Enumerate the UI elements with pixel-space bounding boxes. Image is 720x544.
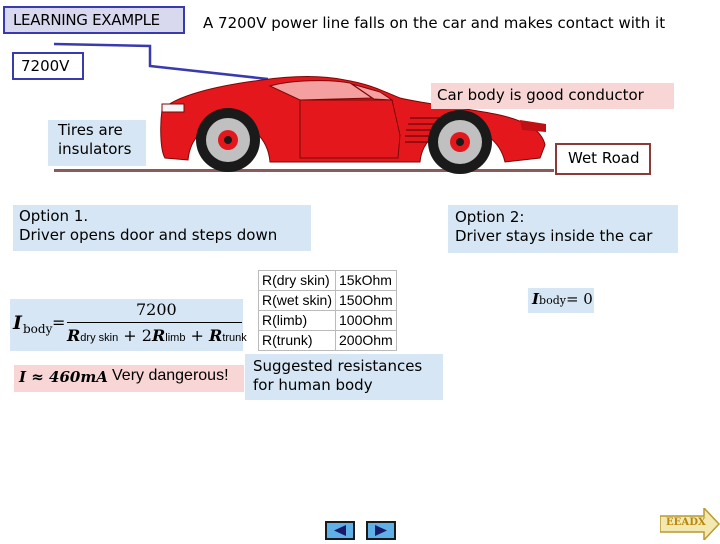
return-label: ЕЕАDX	[666, 517, 706, 528]
option1-result	[14, 365, 244, 392]
tires-insulators-label	[48, 120, 146, 166]
fraction-bar	[67, 322, 242, 323]
resistance-name: R(trunk)	[259, 331, 336, 351]
triangle-right-icon	[368, 523, 394, 538]
r3-symbol: R	[209, 326, 223, 345]
table-row	[259, 311, 397, 331]
resistance-value: 100Ohm	[336, 311, 397, 331]
r2-symbol: R	[151, 326, 166, 345]
car-body-conductor-label: Car body is good conductor	[431, 83, 674, 109]
formula-denominator	[67, 326, 247, 345]
resistance-table	[258, 270, 397, 351]
r1-sub: dry skin	[80, 332, 119, 344]
option2-description: Driver stays inside the car	[455, 227, 653, 245]
option1-formula	[10, 299, 247, 351]
page-title: A 7200V power line falls on the car and makes contact with it	[203, 14, 666, 32]
option2-box	[448, 205, 678, 253]
resistance-value: 200Ohm	[336, 331, 397, 351]
table-row	[259, 331, 397, 351]
resistance-value: 15kOhm	[336, 271, 397, 291]
option1-title: Option 1.	[19, 207, 89, 225]
caption-line1: Suggested resistances	[253, 357, 423, 375]
formula-lhs: I	[13, 312, 22, 334]
formula-numerator: 7200	[136, 300, 177, 319]
return-button[interactable]	[660, 508, 720, 540]
plus1: + 2	[118, 326, 152, 345]
voltage-label: 7200V	[12, 52, 84, 80]
wet-road-label: Wet Road	[555, 143, 651, 175]
option1-box	[13, 205, 311, 251]
r1-symbol: R	[67, 326, 81, 345]
danger-warning: Very dangerous!	[112, 367, 229, 384]
power-wire	[54, 44, 268, 79]
option2-lhs-sub: body	[539, 294, 566, 307]
plus2: +	[185, 326, 210, 345]
resistance-name: R(wet skin)	[259, 291, 336, 311]
option2-formula	[528, 288, 594, 313]
r2-sub: limb	[165, 332, 186, 344]
resistance-value: 150Ohm	[336, 291, 397, 311]
caption-line2: for human body	[253, 376, 373, 394]
table-row	[259, 291, 397, 311]
next-slide-button[interactable]	[366, 521, 396, 540]
resistance-name: R(dry skin)	[259, 271, 336, 291]
formula-equals: =	[52, 313, 66, 332]
tires-label-line2: insulators	[58, 140, 132, 158]
learning-example-label: LEARNING EXAMPLE	[3, 6, 185, 34]
formula-lhs-sub: body	[23, 322, 53, 336]
option2-title: Option 2:	[455, 208, 525, 226]
prev-slide-button[interactable]	[325, 521, 355, 540]
option1-description: Driver opens door and steps down	[19, 226, 278, 244]
triangle-left-icon	[327, 523, 353, 538]
tires-label-line1: Tires are	[58, 121, 123, 139]
road-line	[54, 169, 554, 172]
resistance-caption	[245, 354, 443, 400]
table-row	[259, 271, 397, 291]
option2-lhs: I	[532, 290, 540, 308]
current-estimate: I ≈ 460mA	[19, 368, 108, 386]
resistance-name: R(limb)	[259, 311, 336, 331]
r3-sub: trunk	[222, 332, 247, 344]
option2-rhs: = 0	[565, 290, 593, 308]
